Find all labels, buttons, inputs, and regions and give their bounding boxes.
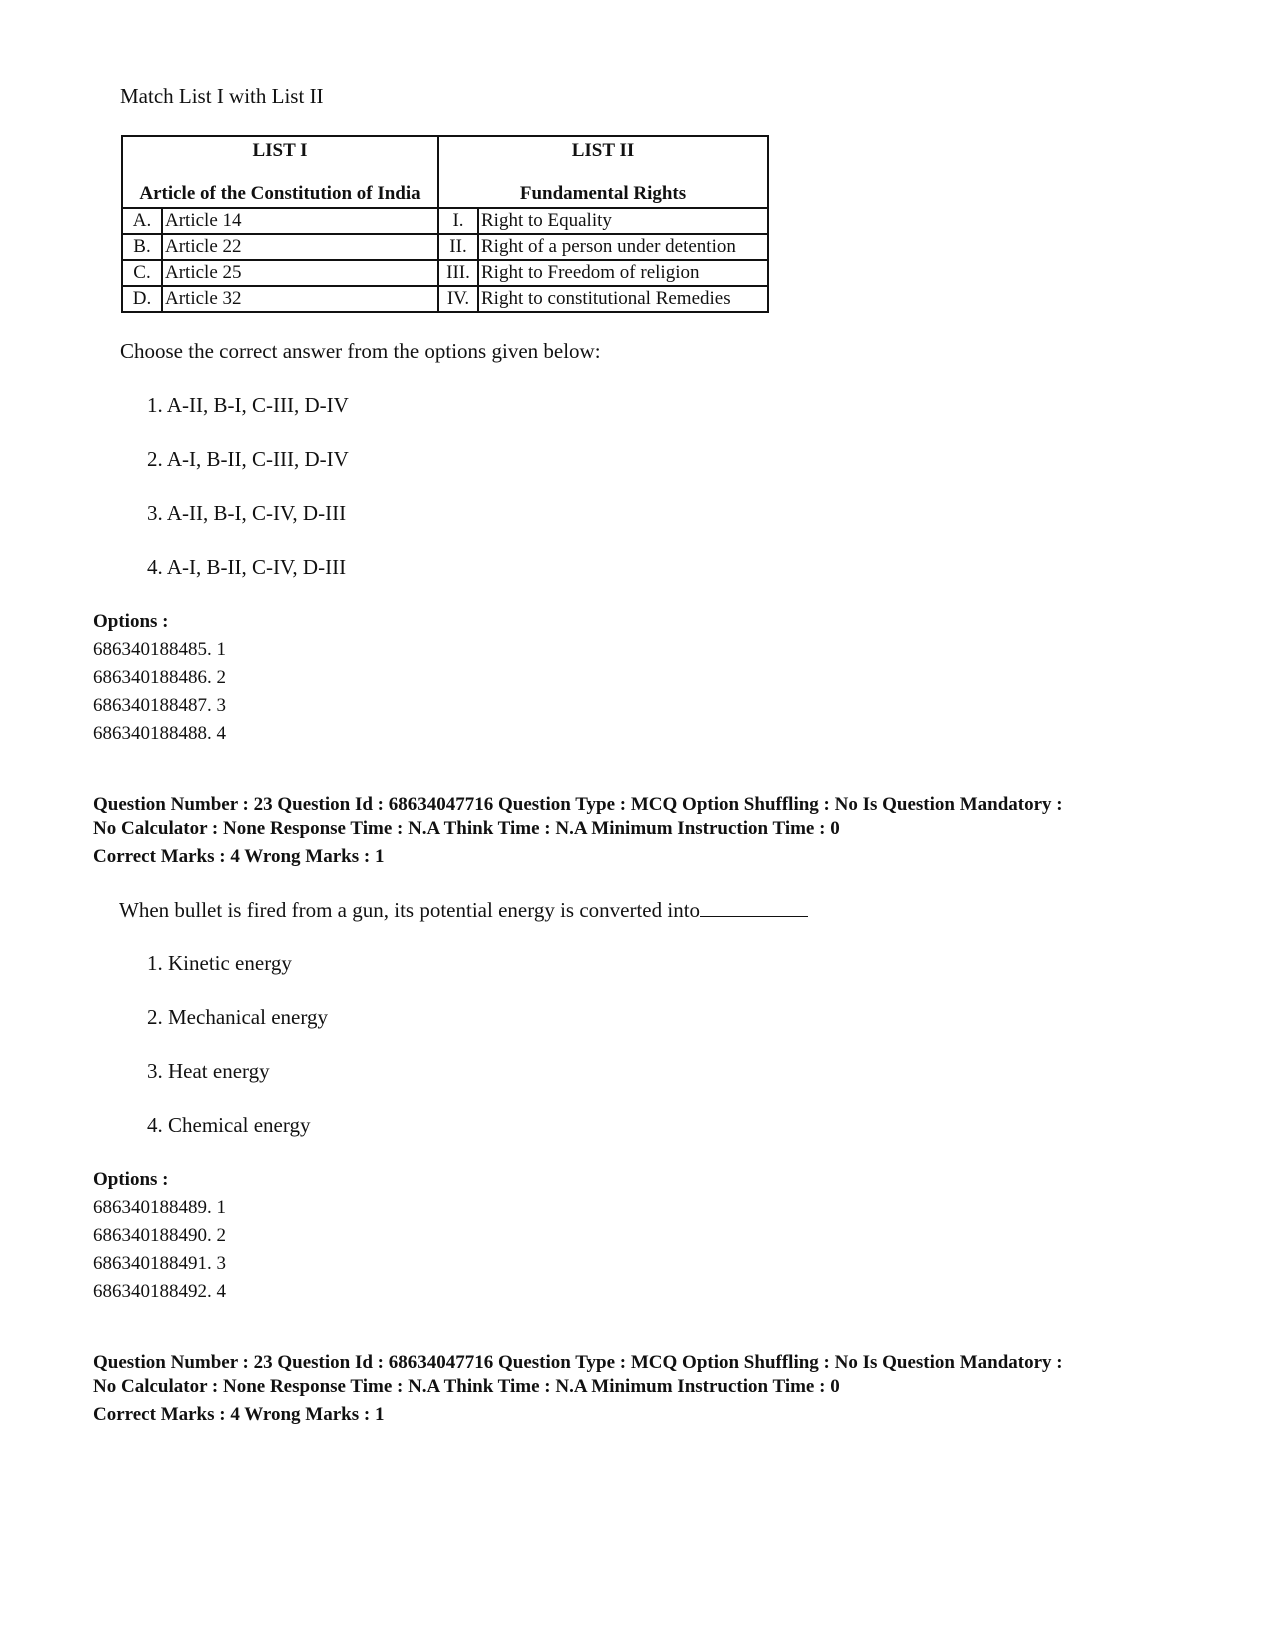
choice-item: 1. A-II, B-I, C-III, D-IV <box>147 393 349 417</box>
option-id: 686340188491. 3 <box>93 1253 226 1274</box>
list2-header <box>438 136 768 208</box>
list1-label: B. <box>122 234 162 260</box>
option-id-list <box>93 1194 226 1306</box>
meta-line: Question Number : 23 Question Id : 68634047716 Question Type : MCQ Option Shuffling : No Is Question Mandatory : <box>93 794 1063 815</box>
list2-item: Right of a person under detention <box>478 234 768 260</box>
choice-item: 4. A-I, B-II, C-IV, D-III <box>147 555 347 579</box>
table-row <box>122 208 768 234</box>
question-meta <box>93 793 1063 869</box>
list2-subheading: Fundamental Rights <box>519 183 687 204</box>
list2-item: Right to Freedom of religion <box>478 260 768 286</box>
meta-line: No Calculator : None Response Time : N.A Think Time : N.A Minimum Instruction Time : 0 <box>93 1376 840 1397</box>
table-row <box>122 260 768 286</box>
list1-item: Article 25 <box>162 260 438 286</box>
marks-line: Correct Marks : 4 Wrong Marks : 1 <box>93 1404 385 1425</box>
answer-blank <box>700 896 808 917</box>
list2-label: II. <box>438 234 478 260</box>
choice-item: 2. Mechanical energy <box>147 1005 328 1029</box>
choice-item: 3. Heat energy <box>147 1059 270 1083</box>
option-id: 686340188492. 4 <box>93 1281 226 1302</box>
choice-item: 4. Chemical energy <box>147 1113 311 1137</box>
choice-item: 3. A-II, B-I, C-IV, D-III <box>147 501 347 525</box>
options-label: Options : <box>93 611 169 632</box>
list1-item: Article 32 <box>162 286 438 312</box>
meta-line: Question Number : 23 Question Id : 68634047716 Question Type : MCQ Option Shuffling : No Is Question Mandatory : <box>93 1352 1063 1373</box>
option-id-list <box>93 636 226 748</box>
list2-item: Right to constitutional Remedies <box>478 286 768 312</box>
options-label: Options : <box>93 1169 169 1190</box>
table-row <box>122 286 768 312</box>
option-id: 686340188488. 4 <box>93 723 226 744</box>
choice-item: 2. A-I, B-II, C-III, D-IV <box>147 447 349 471</box>
question-text <box>119 896 808 923</box>
question-meta <box>93 1351 1063 1427</box>
list2-heading: LIST II <box>571 140 635 161</box>
match-table <box>121 135 769 313</box>
list1-item: Article 22 <box>162 234 438 260</box>
list2-label: I. <box>438 208 478 234</box>
list1-label: D. <box>122 286 162 312</box>
list2-label: III. <box>438 260 478 286</box>
question-text-content: When bullet is fired from a gun, its potential energy is converted into <box>119 898 701 922</box>
list1-label: C. <box>122 260 162 286</box>
marks-line: Correct Marks : 4 Wrong Marks : 1 <box>93 846 385 867</box>
list1-subheading: Article of the Constitution of India <box>139 183 421 204</box>
question-intro: Match List I with List II <box>120 84 324 108</box>
option-id: 686340188487. 3 <box>93 695 226 716</box>
list1-label: A. <box>122 208 162 234</box>
meta-line: No Calculator : None Response Time : N.A Think Time : N.A Minimum Instruction Time : 0 <box>93 818 840 839</box>
question-prompt: Choose the correct answer from the options given below: <box>120 339 601 363</box>
option-id: 686340188486. 2 <box>93 667 226 688</box>
list1-item: Article 14 <box>162 208 438 234</box>
choice-item: 1. Kinetic energy <box>147 951 292 975</box>
list1-heading: LIST I <box>252 140 308 161</box>
option-id: 686340188489. 1 <box>93 1197 226 1218</box>
list1-header <box>122 136 438 208</box>
option-id: 686340188485. 1 <box>93 639 226 660</box>
list2-label: IV. <box>438 286 478 312</box>
table-row <box>122 234 768 260</box>
list2-item: Right to Equality <box>478 208 768 234</box>
option-id: 686340188490. 2 <box>93 1225 226 1246</box>
